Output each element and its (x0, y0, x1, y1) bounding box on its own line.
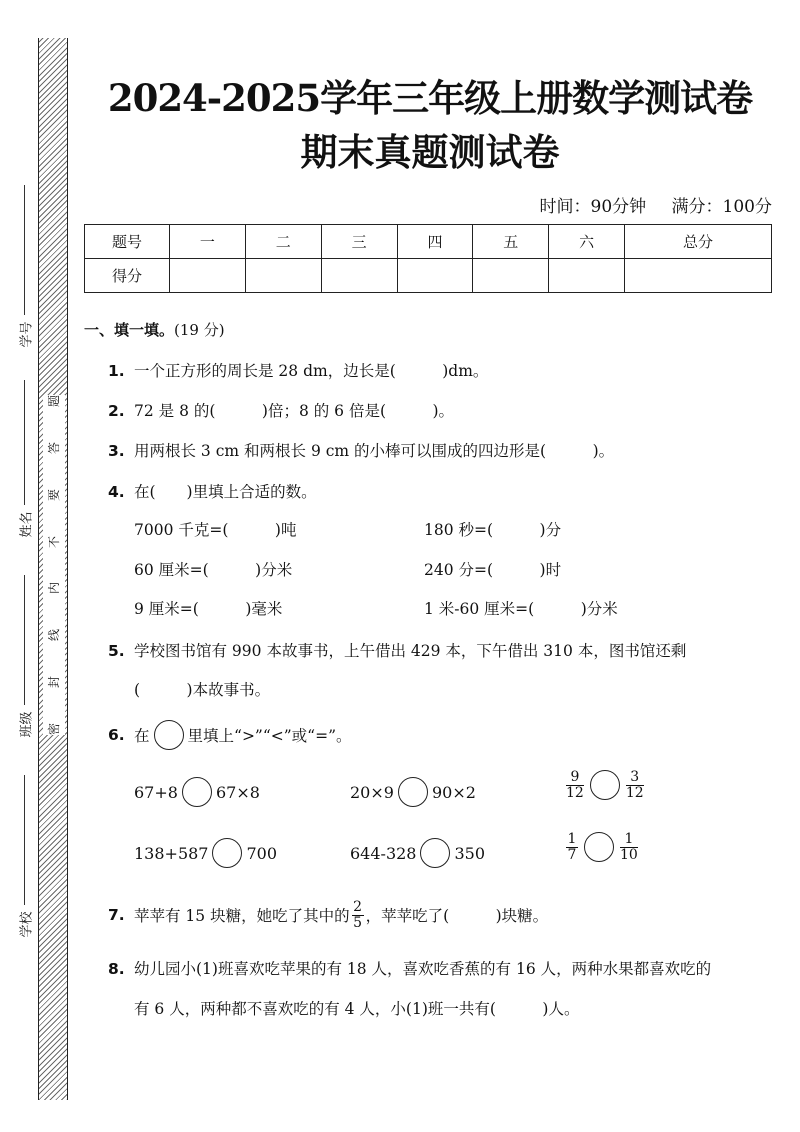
q4-item: 180 秒=( )分 (424, 521, 562, 539)
table-header-cell: 四 (397, 225, 473, 259)
score-table (84, 224, 772, 293)
compare-left: 20×9 (350, 782, 394, 802)
section-heading (84, 319, 225, 340)
question-text: 幼儿园小(1)班喜欢吃苹果的有 18 人，喜欢吃香蕉的有 16 人，两种水果都喜欢吃的 (134, 960, 712, 978)
question-number: 2. (108, 402, 125, 420)
question-number: 3. (108, 442, 125, 460)
fraction-numerator: 2 (353, 899, 363, 915)
compare-left: 67+8 (134, 782, 178, 802)
fraction (566, 832, 578, 862)
seal-char: 要 (46, 488, 61, 501)
table-header-cell: 题号 (85, 225, 170, 259)
score-cell[interactable] (170, 259, 246, 293)
question-number: 4. (108, 483, 125, 501)
page-subtitle: 期末真题测试卷 (300, 130, 560, 174)
name-label: 姓名 (19, 511, 35, 538)
question-text: 里填上“>”“<”或“=”。 (187, 727, 352, 745)
question-text: 在( )里填上合适的数。 (134, 483, 317, 501)
answer-circle[interactable] (584, 832, 614, 862)
question-text: 一个正方形的周长是 28 dm，边长是( )dm。 (134, 362, 489, 380)
compare-right: 67×8 (215, 782, 260, 802)
score-cell[interactable] (625, 259, 772, 293)
answer-circle[interactable] (398, 777, 428, 807)
question-text-continued: 有 6 人，两种都不喜欢吃的有 4 人，小(1)班一共有( )人。 (134, 1000, 580, 1018)
question-number: 7. (108, 906, 125, 925)
score-cell[interactable] (397, 259, 473, 293)
compare-left: 644-328 (350, 843, 417, 863)
fraction-denominator: 12 (625, 784, 644, 801)
question-number: 5. (108, 642, 125, 660)
fraction-denominator: 5 (353, 914, 363, 931)
table-header-cell: 二 (245, 225, 321, 259)
question-1 (108, 359, 488, 381)
score-cell[interactable] (549, 259, 625, 293)
exam-meta (540, 192, 773, 217)
fraction-denominator: 10 (620, 846, 638, 863)
answer-circle[interactable] (590, 770, 620, 800)
full-score: 满分：100分 (671, 197, 772, 217)
question-text: 在 (134, 727, 150, 745)
fraction-numerator: 3 (630, 769, 640, 785)
fraction-numerator: 1 (567, 831, 577, 847)
compare-right: 700 (246, 843, 278, 863)
fraction-denominator: 12 (566, 784, 584, 801)
q4-item: 60 厘米=( )分米 (134, 561, 293, 579)
answer-circle[interactable] (182, 777, 212, 807)
answer-circle[interactable] (420, 838, 450, 868)
seal-char: 内 (46, 582, 61, 595)
question-2 (108, 399, 454, 421)
seal-char: 答 (46, 441, 61, 454)
compare-item (564, 832, 640, 862)
fraction-numerator: 9 (570, 769, 580, 785)
question-text: ，苹苹吃了( )块糖。 (365, 907, 549, 926)
school-field[interactable] (8, 775, 34, 950)
fraction (626, 770, 644, 800)
seal-char: 密 (46, 722, 61, 735)
question-number: 8. (108, 960, 125, 978)
table-header-cell: 六 (549, 225, 625, 259)
compare-item (564, 770, 646, 800)
table-header-cell: 三 (321, 225, 397, 259)
seal-char: 线 (46, 629, 61, 642)
fraction-denominator: 7 (567, 846, 577, 863)
table-row (85, 259, 772, 293)
q4-item: 7000 千克=( )吨 (134, 521, 297, 539)
compare-item (350, 777, 476, 807)
question-5 (108, 639, 686, 661)
question-7 (108, 900, 548, 930)
table-header-cell: 五 (473, 225, 549, 259)
fraction (620, 832, 638, 862)
compare-right: 90×2 (431, 782, 476, 802)
question-8 (108, 957, 711, 979)
question-3 (108, 439, 614, 461)
student-id-field[interactable] (8, 185, 34, 355)
table-header-cell: 总分 (625, 225, 772, 259)
compare-left: 138+587 (134, 843, 209, 863)
fraction (566, 770, 584, 800)
class-field[interactable] (8, 575, 34, 750)
question-text: 学校图书馆有 990 本故事书，上午借出 429 本，下午借出 310 本，图书馆还剩 (134, 642, 687, 660)
time-limit: 时间：90分钟 (539, 197, 647, 217)
compare-right: 350 (454, 843, 486, 863)
question-text-continued: ( )本故事书。 (134, 681, 271, 699)
student-id-label: 学号 (19, 321, 35, 348)
score-cell[interactable] (473, 259, 549, 293)
score-cell[interactable] (245, 259, 321, 293)
compare-item (134, 777, 260, 807)
section-points: (19 分) (174, 321, 225, 339)
fraction-numerator: 1 (624, 831, 634, 847)
circle-icon (154, 720, 184, 750)
answer-circle[interactable] (212, 838, 242, 868)
question-text: 72 是 8 的( )倍；8 的 6 倍是( )。 (134, 402, 455, 420)
q4-item: 240 分=( )时 (424, 561, 562, 579)
section-title: 一、填一填。 (84, 321, 175, 339)
score-cell[interactable] (321, 259, 397, 293)
seal-line-text (43, 395, 65, 735)
question-number: 1. (108, 362, 125, 380)
seal-char: 不 (46, 535, 61, 548)
question-text: 用两根长 3 cm 和两根长 9 cm 的小棒可以围成的四边形是( )。 (134, 442, 615, 460)
seal-char: 题 (46, 394, 61, 408)
seal-char: 封 (46, 676, 61, 689)
question-text: 苹苹有 15 块糖，她吃了其中的 (134, 907, 350, 926)
table-header-cell: 一 (170, 225, 246, 259)
fraction (352, 900, 364, 930)
question-number: 6. (108, 726, 125, 744)
score-row-label: 得分 (85, 259, 170, 293)
q4-item: 1 米-60 厘米=( )分米 (424, 600, 618, 618)
question-4 (108, 480, 317, 502)
school-label: 学校 (19, 911, 35, 938)
class-label: 班级 (19, 711, 35, 738)
page-title: 2024-2025学年三年级上册数学测试卷 (107, 76, 753, 120)
name-field[interactable] (8, 380, 34, 550)
q4-item: 9 厘米=( )毫米 (134, 600, 283, 618)
compare-item (134, 838, 277, 868)
table-row (85, 225, 772, 259)
question-6 (108, 720, 352, 750)
compare-item (350, 838, 485, 868)
